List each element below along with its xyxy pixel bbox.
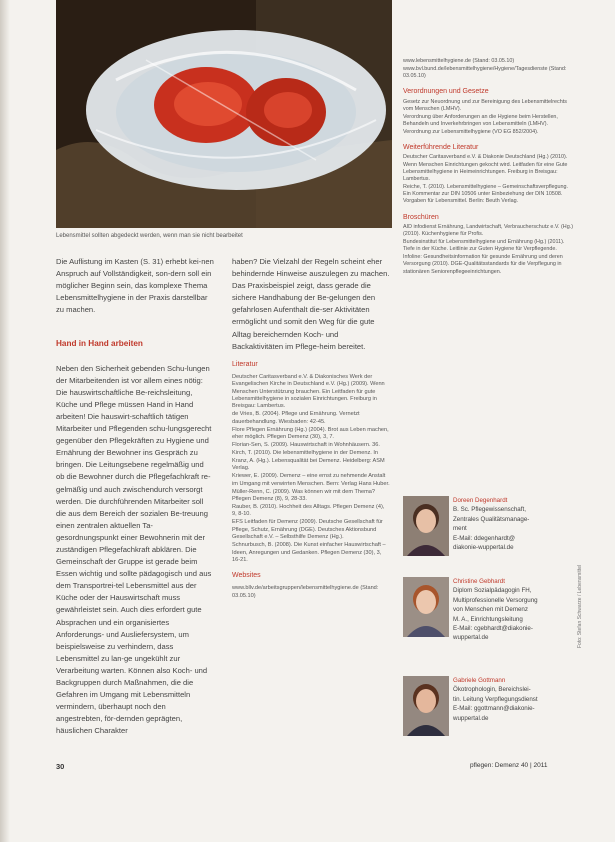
author-photo bbox=[403, 676, 449, 736]
article-column-1 bbox=[56, 256, 214, 737]
author-email: E-Mail: cgebhardt@diakonie- bbox=[453, 625, 533, 633]
literatur-list bbox=[232, 374, 390, 565]
literatur-entry: Kriewer, E. (2009). Demenz – eine ernst zu nehmende Anstalt im Umgang mit verwirrten Menschen. Bern: Verlag Hans Huber. bbox=[232, 473, 390, 487]
author-card bbox=[403, 676, 575, 744]
author-detail: Ökotrophologin, Bereichslei- bbox=[453, 686, 531, 694]
weiter-entry: Deutscher Caritasverband e.V. & Diakonie Deutschland (Hg.) (2010). Wenn Menschen Einrichtungen gekocht wird. Leitfaden für eine Gute Lebensmittelhygiene in Heimeinrichtungen. Freiburg in Breisgau: Lambertus. bbox=[403, 154, 568, 183]
literatur-entry: Müller-Renn, C. (2009). Was können wir mit dem Thema? Pflegen Demenz (8), 9, 28-33. bbox=[232, 488, 376, 502]
author-detail: Diplom Sozialpädagogin FH, bbox=[453, 587, 532, 595]
author-detail: ment bbox=[453, 525, 467, 533]
literatur-entry: Schnurbusch, B. (2008). Die Kunst einfacher Hauswirtschaft – Ideen, Anregungen und Gedanken. Pflegen Demenz (30), 3, 16-21. bbox=[232, 542, 386, 563]
body-paragraph: Neben den Sicherheit gebenden Schu-lungen der Mitarbeitenden ist vor allem eines nötig: Die hauswirtschaftliche Be-reichsleitung, Küche und Pflege müssen Hand in Hand arbeiten! Die hauswirt-schaftlich tätigen Mitarbeiter und Pflegenden schu-lungsgerecht gegenüber den Pflegekräften zu Hygiene und Ernährung der Bewohner ins Gespräch zu bringen. Die Leitungsebene regelmäßig und ob die Bewohner durch die Pflegefachkraft re-gelmäßig und auch zwischendurch versorgt werden. Die durchführenden Mitarbeiter soll die aus dem Bereich der sozialen Be-treuung einen zentralen aktuellen Ta-gesordnungspunkt einer Bewohnerin mit der zuständigen Pflegefachkraft abklären. Die Gemeinschaft der Gruppe ist gerade beim Essen wichtig und sollte pädagogisch und aus dem Transportrei-tel Lebensmittel aus der Küche oder der Hauswirtschaft muss gewährleistet sein. Auch dies erfordert gute Absprachen und ein organisiertes Anforderungs- und Ausliefersystem, um beispielsweise zu verhindern, dass Lebensmittel zu lan-ge ungekühlt zur Verarbeitung warten. Können also Koch- und Backgruppen durch Maßnahmen, die die Gefahren im Umgang mit Lebensmitteln vermindern, überhaupt noch den angestrebten, för-dernden geprägten, häuslichen Charakter bbox=[56, 363, 212, 736]
broschueren-heading: Broschüren bbox=[403, 213, 439, 221]
reference-sidebar bbox=[403, 58, 575, 277]
literatur-heading: Literatur bbox=[232, 360, 258, 368]
section-heading: Hand in Hand arbeiten bbox=[56, 339, 143, 349]
weiter-entry: Reiche, T. (2010). Lebensmittelhygiene – Gemeinschaftsverpflegung. Ein Kommentar zur DIN 10506 unter Einbeziehung der DIN 10508. Vorgaben für Lebensmittel. Berlin: Beuth Verlag. bbox=[403, 184, 569, 205]
broschuere-entry: Infoline: Gesundheitsinformation für gesunde Ernährung und deren Versorgung (2010). DGE-Qualitätsstandards für die Verpflegung in stationären Seniorenpflegeeinrichtungen. bbox=[403, 254, 563, 275]
page-gutter-shadow bbox=[0, 0, 10, 842]
magazine-footer: pflegen: Demenz 40 | 2011 bbox=[470, 762, 548, 769]
websites-list bbox=[232, 585, 390, 600]
author-info bbox=[453, 577, 573, 643]
author-info bbox=[453, 676, 573, 723]
author-email: wuppertal.de bbox=[453, 714, 489, 722]
literatur-entry: Deutscher Caritasverband e.V. & Diakonisches Werk der Evangelischen Kirche in Deutschland e.V. (Hg.) (2009). Wenn Menschen Unterstützung brauchen. Ein Leitfaden für gute Lebensmittelhygiene in sozialen Einrichtungen. Freiburg in Breisgau: Lambertus. bbox=[232, 373, 385, 410]
portrait-icon bbox=[403, 577, 449, 637]
weiterfuehrende-heading: Weiterführende Literatur bbox=[403, 144, 479, 152]
literatur-entry: Kirch, T. (2010). Die lebensmittelhygiene in der Demenz. In Kranz, A. (Hg.). Lebensqualität bei Demenz. Heidelberg: ASM Verlag. bbox=[232, 450, 385, 472]
author-detail: Zentrales Qualitätsmanage- bbox=[453, 515, 530, 523]
literatur-entry: Florian-Sen, S. (2009). Hauswirtschaft in Wohnhäusern. 36. bbox=[232, 442, 380, 449]
continued-paragraph: haben? Die Vielzahl der Regeln scheint eher behindernde Hinweise auszulegen zu machen. Das Praxisbeispiel zeigt, dass gerade die sichere Handhabung der Be-gelungen den gefahrlosen Aufenthalt die-ser Aktivitäten ermöglicht und somit den Weg für die gute Alltag bereichernden Koch- und Backaktivitäten im Pflege-heim bereitet. bbox=[232, 257, 390, 351]
website-line: www.lebensmittelhygiene.de (Stand: 03.05.10) bbox=[403, 58, 515, 64]
verordnung-entry: Gesetz zur Neuordnung und zur Bereinigung des Lebensmittelrechts vom Menschen (LMHV). bbox=[403, 98, 567, 112]
author-name: Gabriele Gottmann bbox=[453, 677, 506, 684]
author-card bbox=[403, 496, 575, 564]
websites-heading: Websites bbox=[232, 572, 261, 580]
photo-caption: Lebensmittel sollten abgedeckt werden, wenn man sie nicht bearbeitet bbox=[56, 233, 243, 239]
verordnungen-heading: Verordnungen und Gesetze bbox=[403, 88, 489, 96]
page-number: 30 bbox=[56, 762, 65, 771]
author-name: Christine Gebhardt bbox=[453, 578, 505, 585]
author-detail: von Menschen mit Demenz bbox=[453, 606, 528, 614]
verordnung-entry: Verordnung über Anforderungen an die Hygiene beim Herstellen, Behandeln und Inverkehrbringen von Lebensmitteln (LMHV). bbox=[403, 113, 558, 128]
literatur-entry: Flore Pflegen Ernährung (Hg.) (2004). Brot aus Leben machen, eher möglich. Pflegen Demenz (30), 3, 7. bbox=[232, 426, 389, 441]
author-email: wuppertal.de bbox=[453, 634, 489, 642]
photo-credit: Foto: Stefan Schwarze / Lebensmittel bbox=[577, 564, 583, 648]
intro-paragraph: Die Auflistung im Kasten (S. 31) erhebt kei-nen Anspruch auf Vollständigkeit, son-dern soll ein möglicher Beginn sein, das komplexe Thema Lebensmittelhygiene in der Praxis darstellbar zu machen. bbox=[56, 257, 214, 315]
author-detail: tin. Leitung Verpflegungsdienst bbox=[453, 695, 538, 703]
website-entry: www.bllv.de/arbeitsgruppen/lebensmittelhygiene.de (Stand: 03.05.10) bbox=[232, 585, 379, 599]
author-detail: Multiprofessionelle Versorgung bbox=[453, 596, 538, 604]
author-photo bbox=[403, 577, 449, 637]
author-detail: B. Sc. Pflegewissenschaft, bbox=[453, 506, 526, 514]
website-line: www.bvl.bund.de/lebensmittelhygiene/Hygiene/Tagesdienste (Stand: 03.05.10) bbox=[403, 66, 567, 80]
verordnung-entry: Verordnung zur Lebensmittelhygiene (VO EG 852/2004). bbox=[403, 129, 539, 136]
portrait-icon bbox=[403, 676, 449, 736]
plate-with-tomatoes-illustration bbox=[56, 0, 392, 228]
author-email: diakonie-wuppertal.de bbox=[453, 544, 514, 552]
author-info bbox=[453, 496, 573, 552]
author-photo bbox=[403, 496, 449, 556]
literatur-entry: EFS Leitfaden für Demenz (2009). Deutsche Gesellschaft für Pflege, Schutz, Ernährung (DGE). Deutsches Aktionsbund Gesellschaft e.V. – Selbsthilfe Demenz (Hg.). bbox=[232, 519, 383, 541]
portrait-icon bbox=[403, 496, 449, 556]
broschuere-entry: Bundesinstitut für Lebensmittelhygiene und Ernährung (Hg.) (2011). Tiefe in der Küche. Leitlinie zur Guten Hygiene für Verpflegende. bbox=[403, 239, 565, 253]
author-detail: M. A., Einrichtungsleitung bbox=[453, 615, 523, 623]
author-email: E-Mail: ddegenhardt@ bbox=[453, 534, 516, 542]
literatur-entry: Rauber, B. (2010). Hochheit des Alltags. Pflegen Demenz (4), 9, 8-10. bbox=[232, 503, 385, 518]
article-column-2 bbox=[232, 256, 390, 601]
food-photo bbox=[56, 0, 392, 228]
author-email: E-Mail: ggottmann@diakonie- bbox=[453, 705, 535, 713]
literatur-entry: de Vries, B. (2004). Pflege und Ernährung. Vernetzt dauerbehandlung. Wiesbaden: 42-45. bbox=[232, 411, 360, 425]
broschuere-entry: AID infodienst Ernährung, Landwirtschaft, Verbraucherschutz e.V. (Hg.) (2010). Küchenhygiene für Profis. bbox=[403, 223, 573, 238]
author-name: Doreen Degenhardt bbox=[453, 497, 508, 504]
author-card bbox=[403, 577, 575, 645]
